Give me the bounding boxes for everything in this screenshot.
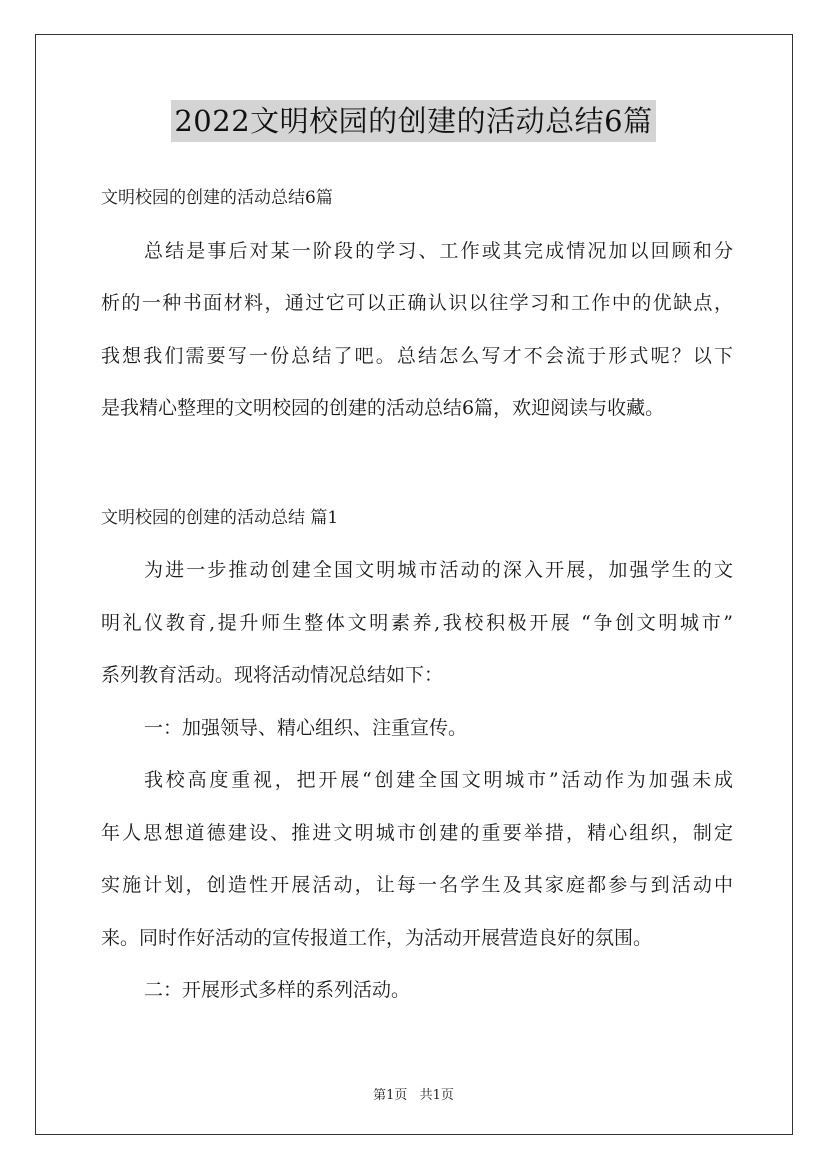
paragraph-line: 来。同时作好活动的宣传报道工作，为活动开展营造良好的氛围。 xyxy=(101,926,653,949)
paragraph-line: 系列教育活动。现将活动情况总结如下： xyxy=(101,664,444,686)
paragraph-line: 实施计划，创造性开展活动，让每一名学生及其家庭都参与到活动中 xyxy=(101,874,733,896)
intro-line: 我想我们需要写一份总结了吧。总结怎么写才不会流于形式呢？以下 xyxy=(101,344,733,367)
intro-line: 析的一种书面材料，通过它可以正确认识以往学习和工作中的优缺点， xyxy=(101,292,733,314)
intro-line: 是我精心整理的文明校园的创建的活动总结6篇，欢迎阅读与收藏。 xyxy=(101,397,665,419)
title-container xyxy=(0,100,827,142)
point-heading: 一：加强领导、精心组织、注重宣传。 xyxy=(144,716,468,739)
point-heading: 二：开展形式多样的系列活动。 xyxy=(144,979,411,1001)
document-title: 2022文明校园的创建的活动总结6篇 xyxy=(171,100,655,142)
page-total: 共1页 xyxy=(419,1088,454,1103)
paragraph-line: 为进一步推动创建全国文明城市活动的深入开展，加强学生的文 xyxy=(144,559,733,581)
intro-line: 总结是事后对某一阶段的学习、工作或其完成情况加以回顾和分 xyxy=(144,239,733,262)
page-number: 第1页 xyxy=(373,1088,408,1103)
document-body xyxy=(101,172,733,1017)
document-subtitle: 文明校园的创建的活动总结6篇 xyxy=(101,188,333,208)
paragraph-line: 明礼仪教育,提升师生整体文明素养,我校积极开展 “争创文明城市” xyxy=(101,611,733,634)
paragraph-line: 我校高度重视，把开展“创建全国文明城市”活动作为加强未成 xyxy=(144,769,733,791)
section-heading: 文明校园的创建的活动总结 篇1 xyxy=(101,507,339,528)
page-footer xyxy=(0,1084,827,1103)
paragraph-line: 年人思想道德建设、推进文明城市创建的重要举措，精心组织，制定 xyxy=(101,821,733,844)
